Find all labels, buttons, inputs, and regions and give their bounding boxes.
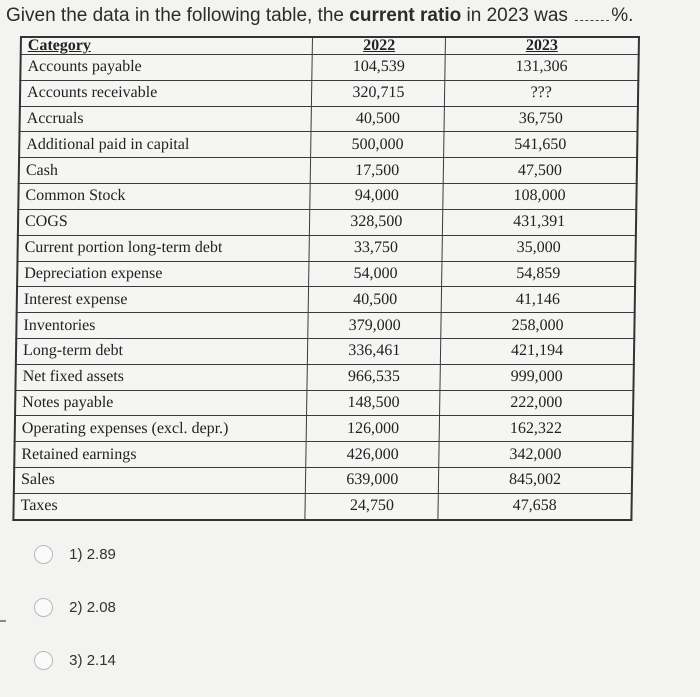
radio-button[interactable] [34,598,53,617]
row-value-2022: 40,500 [309,287,442,313]
row-value-2022: 328,500 [310,209,443,235]
table-row [15,364,633,390]
option-2-number: 2) [69,599,83,616]
row-value-2023: 35,000 [442,235,636,261]
question-bold-term: current ratio [349,5,462,26]
row-value-2022: 24,750 [305,493,438,520]
row-value-2022: 54,000 [309,261,442,287]
row-category: Accruals [19,106,311,132]
row-value-2023: 431,391 [442,209,636,235]
row-category: Accounts receivable [20,80,312,106]
option-3[interactable] [34,651,116,670]
row-value-2023: 541,650 [444,132,638,158]
header-category: Category [21,37,313,55]
row-value-2022: 966,535 [307,364,440,390]
table-row [13,493,631,520]
table-row [17,287,635,313]
table-body [13,55,638,521]
row-value-2022: 17,500 [311,158,444,184]
row-value-2022: 33,750 [309,235,442,261]
row-value-2023: ??? [445,80,639,106]
table-row [18,184,636,210]
question-suffix: %. [611,5,634,26]
table-row [14,442,632,468]
question-prefix: Given the data in the following table, the [6,5,345,26]
table-row [19,106,637,132]
question-text [6,5,633,27]
table-row [19,158,637,184]
row-value-2023: 131,306 [445,55,639,81]
table-row [14,468,632,494]
row-value-2022: 639,000 [306,468,439,494]
option-3-number: 3) [69,652,83,669]
option-2-value: 2.08 [86,599,116,616]
header-2023: 2023 [445,37,639,55]
option-1-value: 2.89 [86,546,116,563]
row-category: Retained earnings [14,442,306,468]
table-row [16,313,634,339]
table-row [20,55,638,81]
question-middle: in 2023 was [466,5,568,26]
table-row [19,132,637,158]
row-value-2023: 421,194 [440,338,634,364]
row-category: Inventories [16,313,308,339]
row-value-2023: 162,322 [439,416,633,442]
row-category: Operating expenses (excl. depr.) [15,416,307,442]
financial-data-table [12,36,640,521]
answer-blank [575,8,609,21]
row-value-2022: 320,715 [312,80,445,106]
table-header-row [21,37,639,55]
row-category: Net fixed assets [15,364,307,390]
row-category: Accounts payable [20,55,312,81]
row-value-2023: 222,000 [440,390,634,416]
row-value-2023: 41,146 [441,287,635,313]
row-value-2023: 54,859 [442,261,636,287]
row-value-2023: 342,000 [439,442,633,468]
row-category: Current portion long-term debt [17,235,309,261]
row-category: Common Stock [18,184,310,210]
table-row [15,390,633,416]
row-category: Cash [19,158,311,184]
row-value-2022: 40,500 [311,106,444,132]
row-value-2022: 336,461 [308,338,441,364]
row-value-2023: 47,658 [438,493,632,520]
row-value-2022: 94,000 [310,184,443,210]
option-2[interactable] [34,598,116,617]
row-value-2022: 126,000 [307,416,440,442]
radio-button[interactable] [34,545,53,564]
row-value-2023: 47,500 [443,158,637,184]
table-row [15,416,633,442]
table-row [16,338,634,364]
option-3-value: 2.14 [86,652,116,669]
table-row [17,235,635,261]
option-1[interactable] [34,545,116,564]
row-value-2023: 258,000 [441,313,635,339]
table-row [18,209,636,235]
option-1-number: 1) [69,546,83,563]
row-category: Taxes [13,493,305,520]
row-category: Notes payable [15,390,307,416]
row-value-2022: 379,000 [308,313,441,339]
row-value-2023: 845,002 [438,468,632,494]
radio-button[interactable] [34,651,53,670]
row-category: Long-term debt [16,338,308,364]
row-value-2022: 148,500 [307,390,440,416]
row-category: Depreciation expense [17,261,309,287]
row-category: COGS [18,209,310,235]
table-row [17,261,635,287]
row-value-2023: 36,750 [444,106,638,132]
table-row [20,80,638,106]
data-table-wrapper [12,36,640,521]
row-value-2023: 108,000 [443,184,637,210]
row-category: Additional paid in capital [19,132,311,158]
row-category: Interest expense [17,287,309,313]
row-value-2023: 999,000 [440,364,634,390]
row-value-2022: 426,000 [306,442,439,468]
row-value-2022: 104,539 [312,55,445,81]
row-value-2022: 500,000 [311,132,444,158]
row-category: Sales [14,468,306,494]
header-2022: 2022 [313,37,446,55]
edge-divider [0,620,6,622]
